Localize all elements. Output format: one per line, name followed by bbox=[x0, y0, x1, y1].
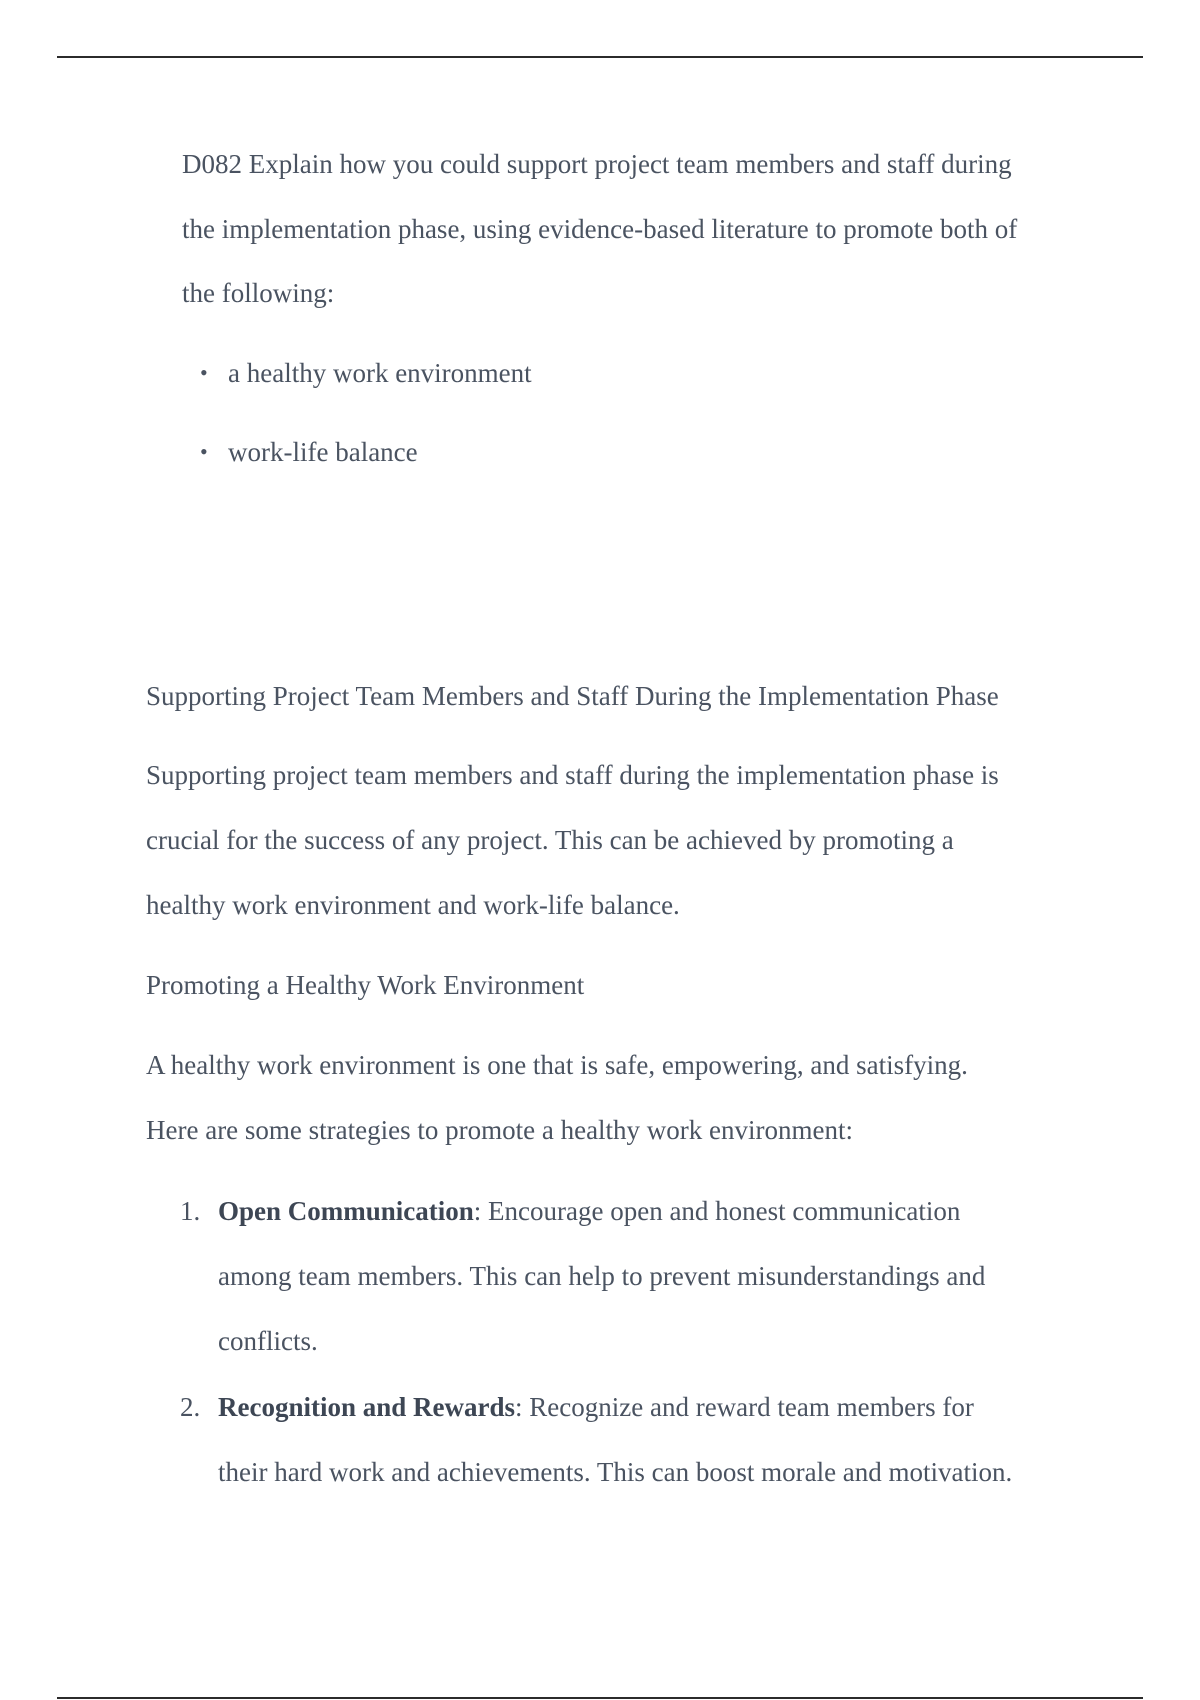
prompt-line-3: the following: bbox=[182, 278, 335, 308]
bottom-rule bbox=[57, 1697, 1143, 1699]
strategy-text-line-2: their hard work and achievements. This can boost morale and motivation. bbox=[218, 1457, 1013, 1487]
list-item bbox=[182, 425, 532, 504]
strategy-text-line-1: : Recognize and reward team members for bbox=[515, 1392, 974, 1422]
strategy-text-line-3: conflicts. bbox=[218, 1326, 318, 1356]
section-intro-paragraph bbox=[146, 1033, 1066, 1163]
strategy-title: Open Communication bbox=[218, 1196, 474, 1226]
prompt-bullet-list bbox=[182, 346, 532, 504]
prompt-line-2: the implementation phase, using evidence-based literature to promote both of bbox=[182, 213, 1018, 244]
strategy-text-line-1: : Encourage open and honest communication bbox=[473, 1196, 961, 1226]
list-item bbox=[182, 346, 532, 425]
intro-line-3: healthy work environment and work-life balance. bbox=[146, 890, 680, 920]
section-intro-line-1: A healthy work environment is one that is safe, empowering, and satisfying. bbox=[146, 1050, 968, 1080]
bullet-icon: • bbox=[200, 360, 208, 385]
bullet-text: a healthy work environment bbox=[228, 358, 532, 388]
list-number: 2. bbox=[180, 1392, 201, 1422]
list-item bbox=[146, 1179, 1076, 1374]
strategy-text-line-2: among team members. This can help to prevent misunderstandings and bbox=[218, 1261, 986, 1291]
bullet-icon: • bbox=[200, 439, 208, 464]
intro-line-2: crucial for the success of any project. This can be achieved by promoting a bbox=[146, 825, 954, 855]
assignment-prompt bbox=[182, 132, 1082, 326]
strategy-list bbox=[146, 1179, 1076, 1505]
strategy-title: Recognition and Rewards bbox=[218, 1392, 516, 1422]
main-heading: Supporting Project Team Members and Staff During the Implementation Phase bbox=[146, 681, 999, 711]
prompt-line-1: D082 Explain how you could support project team members and staff during bbox=[182, 149, 1012, 179]
list-number: 1. bbox=[180, 1196, 201, 1226]
intro-line-1: Supporting project team members and staff during the implementation phase is bbox=[146, 760, 999, 790]
section-intro-line-2: Here are some strategies to promote a healthy work environment: bbox=[146, 1115, 854, 1145]
top-rule bbox=[57, 56, 1143, 58]
bullet-text: work-life balance bbox=[228, 437, 418, 467]
section-heading: Promoting a Healthy Work Environment bbox=[146, 970, 585, 1000]
list-item bbox=[146, 1375, 1076, 1505]
intro-paragraph bbox=[146, 743, 1066, 938]
